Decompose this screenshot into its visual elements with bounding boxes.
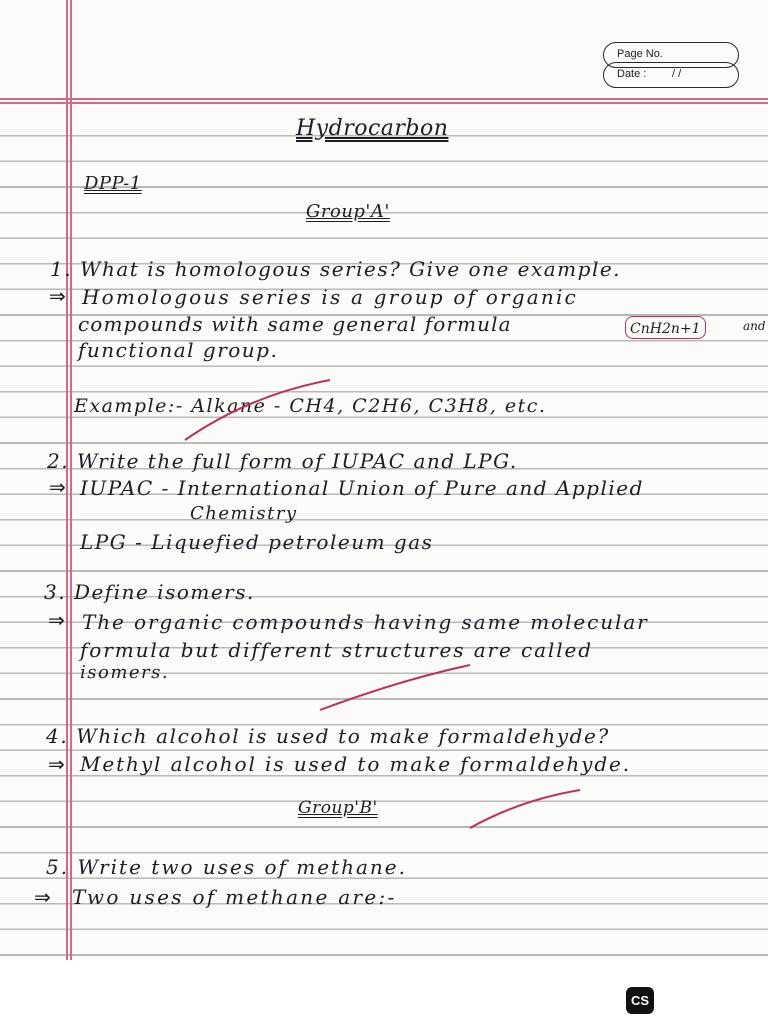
page-title: Hydrocarbon <box>296 116 449 141</box>
answer-2-line-3: LPG - Liquefied petroleum gas <box>80 530 434 554</box>
answer-arrow-icon: ⇒ <box>49 475 66 499</box>
answer-1-line-1: Homologous series is a group of organic <box>82 285 578 309</box>
answer-5: Two uses of methane are:- <box>72 885 397 909</box>
question-5: 5. Write two uses of methane. <box>46 855 407 879</box>
camscanner-logo: CS <box>626 987 654 1014</box>
group-b-heading: Group'B' <box>298 798 378 818</box>
answer-arrow-icon: ⇒ <box>49 284 66 308</box>
answer-1-line-2: compounds with same general formula <box>78 312 512 336</box>
question-2: 2. Write the full form of IUPAC and LPG. <box>47 449 518 473</box>
answer-3-line-1: The organic compounds having same molecular <box>82 610 649 634</box>
answer-2-line-2: Chemistry <box>190 503 298 524</box>
answer-arrow-icon: ⇒ <box>48 608 65 632</box>
question-4: 4. Which alcohol is used to make formaldehyde? <box>46 724 610 748</box>
group-a-heading: Group'A' <box>306 201 390 222</box>
example-1: Example:- Alkane - CH4, C2H6, C3H8, etc. <box>74 395 547 417</box>
formula-text: CnH2n+1 <box>630 321 701 337</box>
question-3: 3. Define isomers. <box>44 580 255 604</box>
answer-4: Methyl alcohol is used to make formaldehyde. <box>80 752 632 776</box>
date-value: / / <box>672 68 682 80</box>
dpp-label: DPP-1 <box>84 173 142 194</box>
question-1: 1. What is homologous series? Give one example. <box>50 257 622 281</box>
answer-1-line-3: functional group. <box>78 338 279 362</box>
page-no-label: Page No. <box>617 48 663 60</box>
answer-arrow-icon: ⇒ <box>34 885 51 909</box>
formula-suffix: and <box>743 319 766 333</box>
answer-3-line-3: isomers. <box>80 662 170 683</box>
answer-arrow-icon: ⇒ <box>48 752 65 776</box>
date-label: Date : <box>617 68 647 80</box>
answer-3-line-2: formula but different structures are called <box>80 638 593 662</box>
answer-2-line-1: IUPAC - International Union of Pure and Applied <box>80 476 644 500</box>
